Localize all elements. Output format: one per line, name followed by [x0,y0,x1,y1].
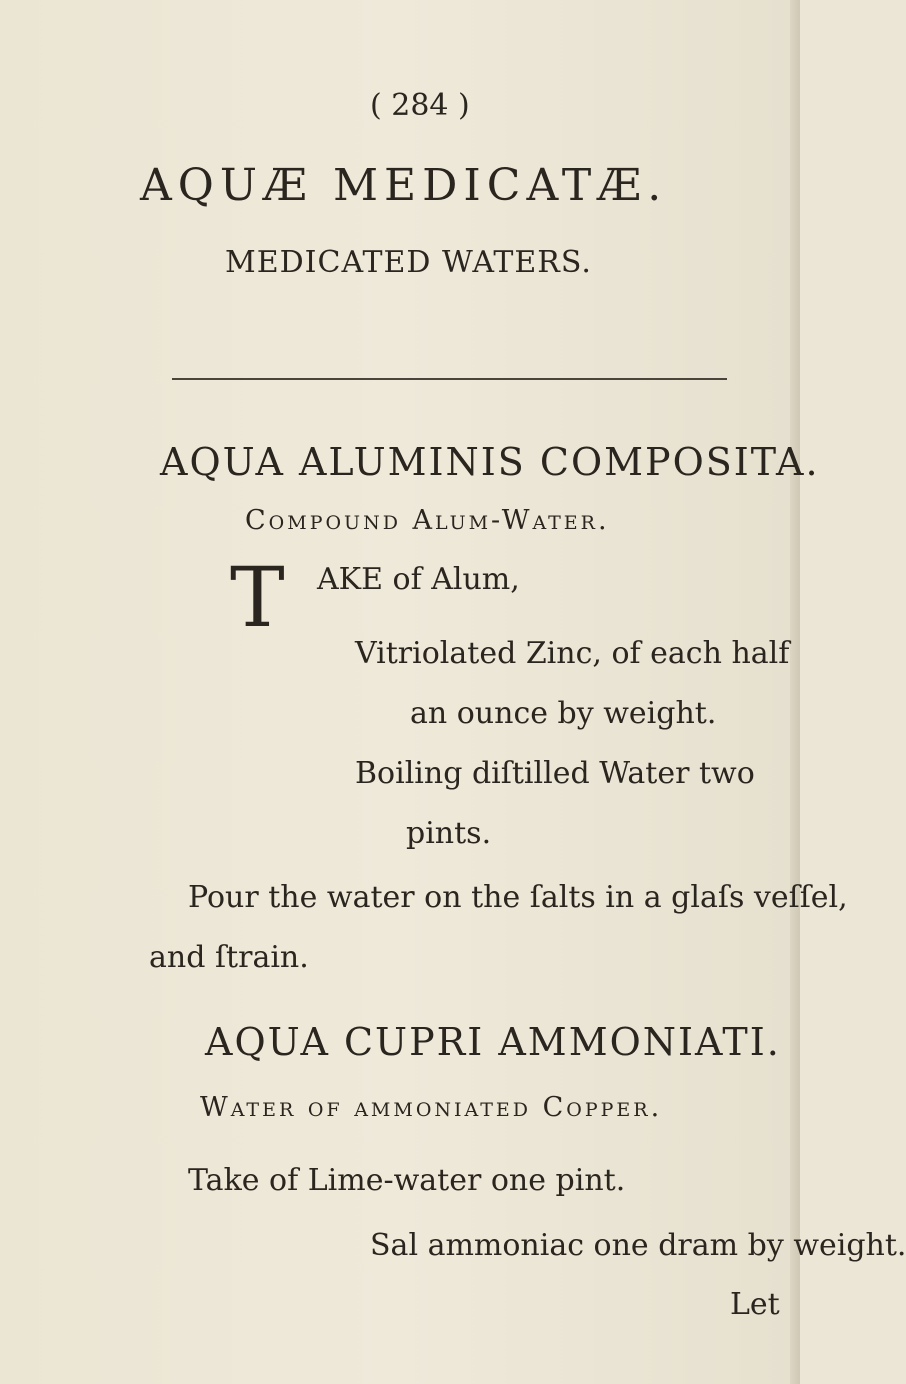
recipe-line: Pour the water on the ſalts in a glaſs veſſel, [188,880,848,915]
page-number: ( 284 ) [370,88,470,123]
catchword: Let [730,1287,780,1322]
section-title-english: MEDICATED WATERS. [225,245,592,280]
recipe-subtitle: Water of ammoniated Copper. [200,1092,663,1123]
divider-rule [172,378,727,380]
recipe-line: Take of Lime-water one pint. [188,1163,626,1198]
recipe-line: and ſtrain. [149,940,309,975]
recipe-line: AKE of Alum, [317,562,520,597]
page-edge [790,0,800,1384]
recipe-title: AQUA ALUMINIS COMPOSITA. [160,440,820,484]
recipe-line: Vitriolated Zinc, of each half [355,636,790,671]
drop-cap: T [230,551,285,646]
recipe-line: Sal ammoniac one dram by weight. [370,1228,906,1263]
recipe-line: an ounce by weight. [410,696,717,731]
section-title-latin: AQUÆ MEDICATÆ. [140,160,668,211]
recipe-title: AQUA CUPRI AMMONIATI. [205,1020,781,1064]
recipe-line: Boiling diſtilled Water two [355,756,755,791]
recipe-line: pints. [406,816,492,851]
recipe-subtitle: Compound Alum-Water. [245,505,610,536]
